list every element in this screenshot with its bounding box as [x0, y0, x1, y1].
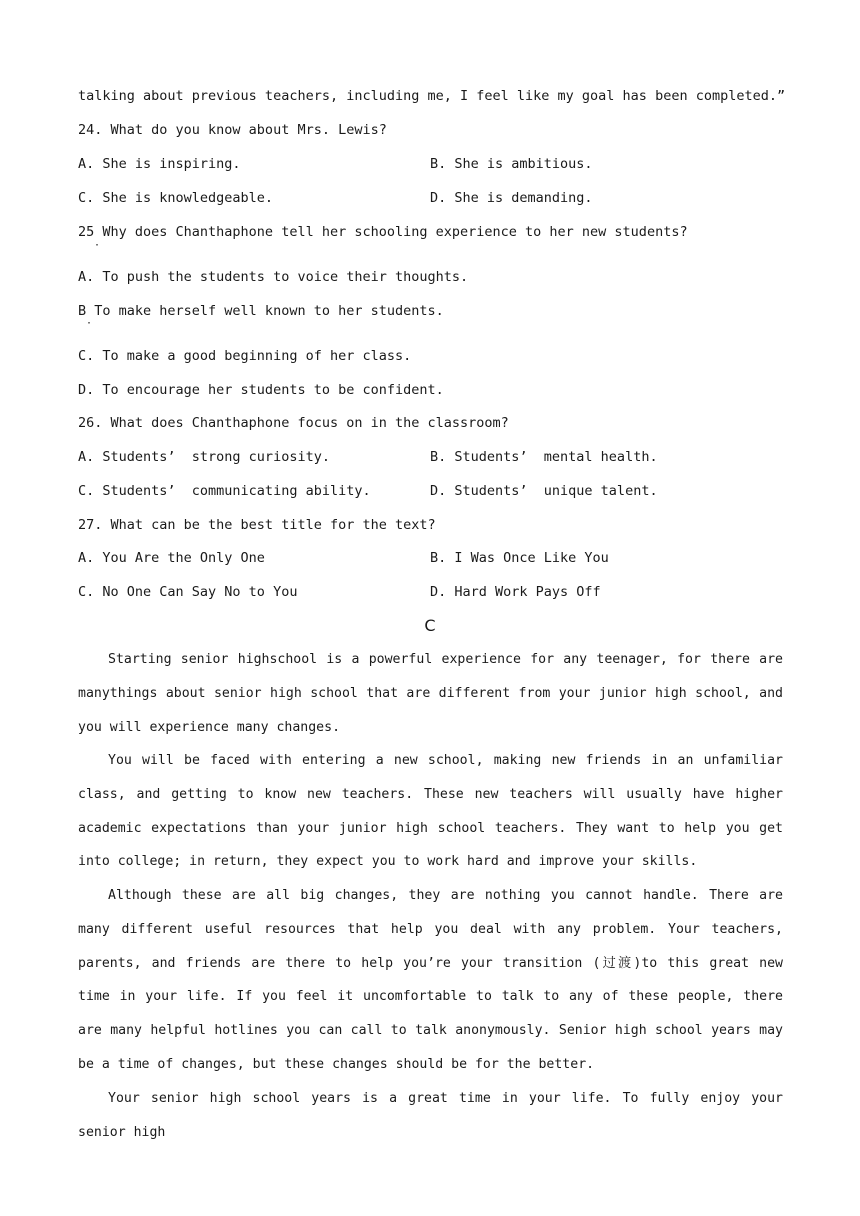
q26-option-d: D. Students’ unique talent.: [430, 483, 658, 499]
passage-paragraph-2: You will be faced with entering a new school, making new friends in an unfamiliar class, and getting to know new teachers. These new teachers will usually have higher academic expectations than your junior high school teachers. They want to help you get into college; in return, they expect you to work hard and improve your skills.: [78, 753, 783, 870]
question-24: 24. What do you know about Mrs. Lewis?: [78, 122, 387, 138]
q24-option-b: B. She is ambitious.: [430, 156, 593, 172]
passage-paragraph-4: Your senior high school years is a great time in your life. To fully enjoy your senior high: [78, 1091, 783, 1140]
stray-dot-mark: ·: [86, 318, 93, 329]
stray-dot-mark: ·: [94, 240, 101, 251]
q24-option-c: C. She is knowledgeable.: [78, 190, 274, 206]
q24-option-a: A. She is inspiring.: [78, 156, 241, 172]
q26-option-c: C. Students’ communicating ability.: [78, 483, 371, 499]
q24-option-d: D. She is demanding.: [430, 190, 593, 206]
q27-option-c: C. No One Can Say No to You: [78, 584, 298, 600]
q26-option-a: A. Students’ strong curiosity.: [78, 449, 330, 465]
q26-option-b: B. Students’ mental health.: [430, 449, 658, 465]
q27-option-a: A. You Are the Only One: [78, 550, 265, 566]
question-26: 26. What does Chanthaphone focus on in the classroom?: [78, 415, 509, 431]
q25-option-b: B To make herself well known to her students.: [78, 303, 444, 319]
q27-option-b: B. I Was Once Like You: [430, 550, 609, 566]
q25-option-d: D. To encourage her students to be confident.: [78, 382, 444, 398]
q25-option-c: C. To make a good beginning of her class.: [78, 348, 412, 364]
question-25: 25 Why does Chanthaphone tell her schooling experience to her new students?: [78, 224, 688, 240]
intro-line: talking about previous teachers, including me, I feel like my goal has been completed.”: [78, 88, 786, 104]
q25-option-a: A. To push the students to voice their thoughts.: [78, 269, 469, 285]
q27-option-d: D. Hard Work Pays Off: [430, 584, 601, 600]
section-heading: C: [424, 616, 436, 635]
question-27: 27. What can be the best title for the text?: [78, 517, 436, 533]
passage-paragraph-3: Although these are all big changes, they are nothing you cannot handle. There are many different useful resources that help you deal with any problem. Your teachers, parents, and friends are there to help you’re your transition (过渡)to this great new time in your life. If you feel it uncomfortable to talk to any of these people, there are many helpful hotlines you can call to talk anonymously. Senior high school years may be a time of changes, but these changes should be for the better.: [78, 888, 783, 1072]
passage-paragraph-1: Starting senior highschool is a powerful experience for any teenager, for there are manythings about senior high school that are different from your junior high school, and you will experience many changes.: [78, 652, 783, 735]
